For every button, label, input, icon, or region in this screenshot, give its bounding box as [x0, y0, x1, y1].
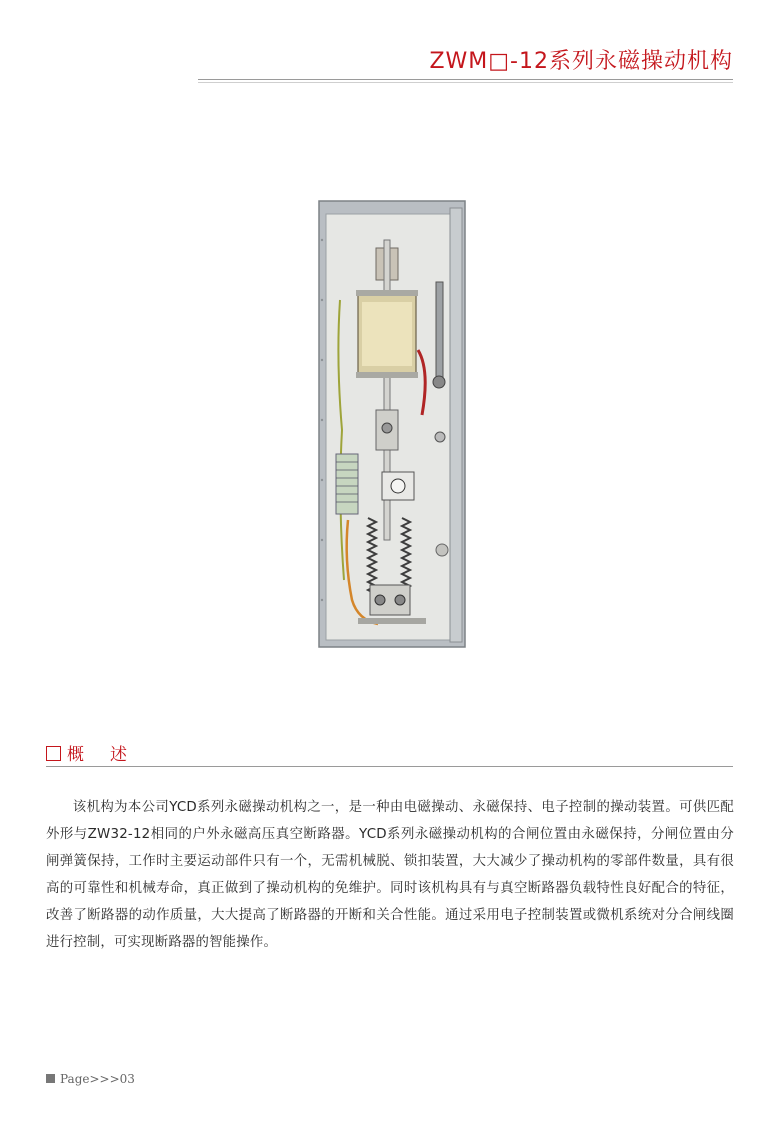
page-number — [46, 1072, 135, 1086]
section-heading-char1: 概 — [67, 745, 84, 765]
section-heading — [46, 740, 127, 765]
section-divider — [46, 766, 733, 767]
checkbox-square-icon — [46, 746, 61, 761]
page-title: ZWM□-12系列永磁操动机构 — [429, 49, 733, 74]
title-divider — [198, 79, 733, 83]
square-bullet-icon — [46, 1074, 55, 1083]
overview-paragraph: 该机构为本公司YCD系列永磁操动机构之一，是一种由电磁操动、永磁保持、电子控制的操动装置。可供匹配外形与ZW32-12相同的户外永磁高压真空断路器。YCD系列永磁操动机构的合闸位置由永磁保持，分闸位置由分闸弹簧保持，工作时主要运动部件只有一个，无需机械脱、锁扣装置，大大减少了操动机构的零部件数量，具有很高的可靠性和机械寿命，真正做到了操动机构的免维护。同时该机构具有与真空断路器负载特性良好配合的特征，改善了断路器的动作质量，大大提高了断路器的开断和关合性能。通过采用电子控制装置或微机系统对分合闸线圈进行控制，可实现断路器的智能操作。 — [46, 800, 734, 950]
section-heading-char2: 述 — [110, 745, 127, 765]
page-number-label: Page>>>03 — [60, 1072, 135, 1086]
product-photo — [318, 200, 466, 648]
